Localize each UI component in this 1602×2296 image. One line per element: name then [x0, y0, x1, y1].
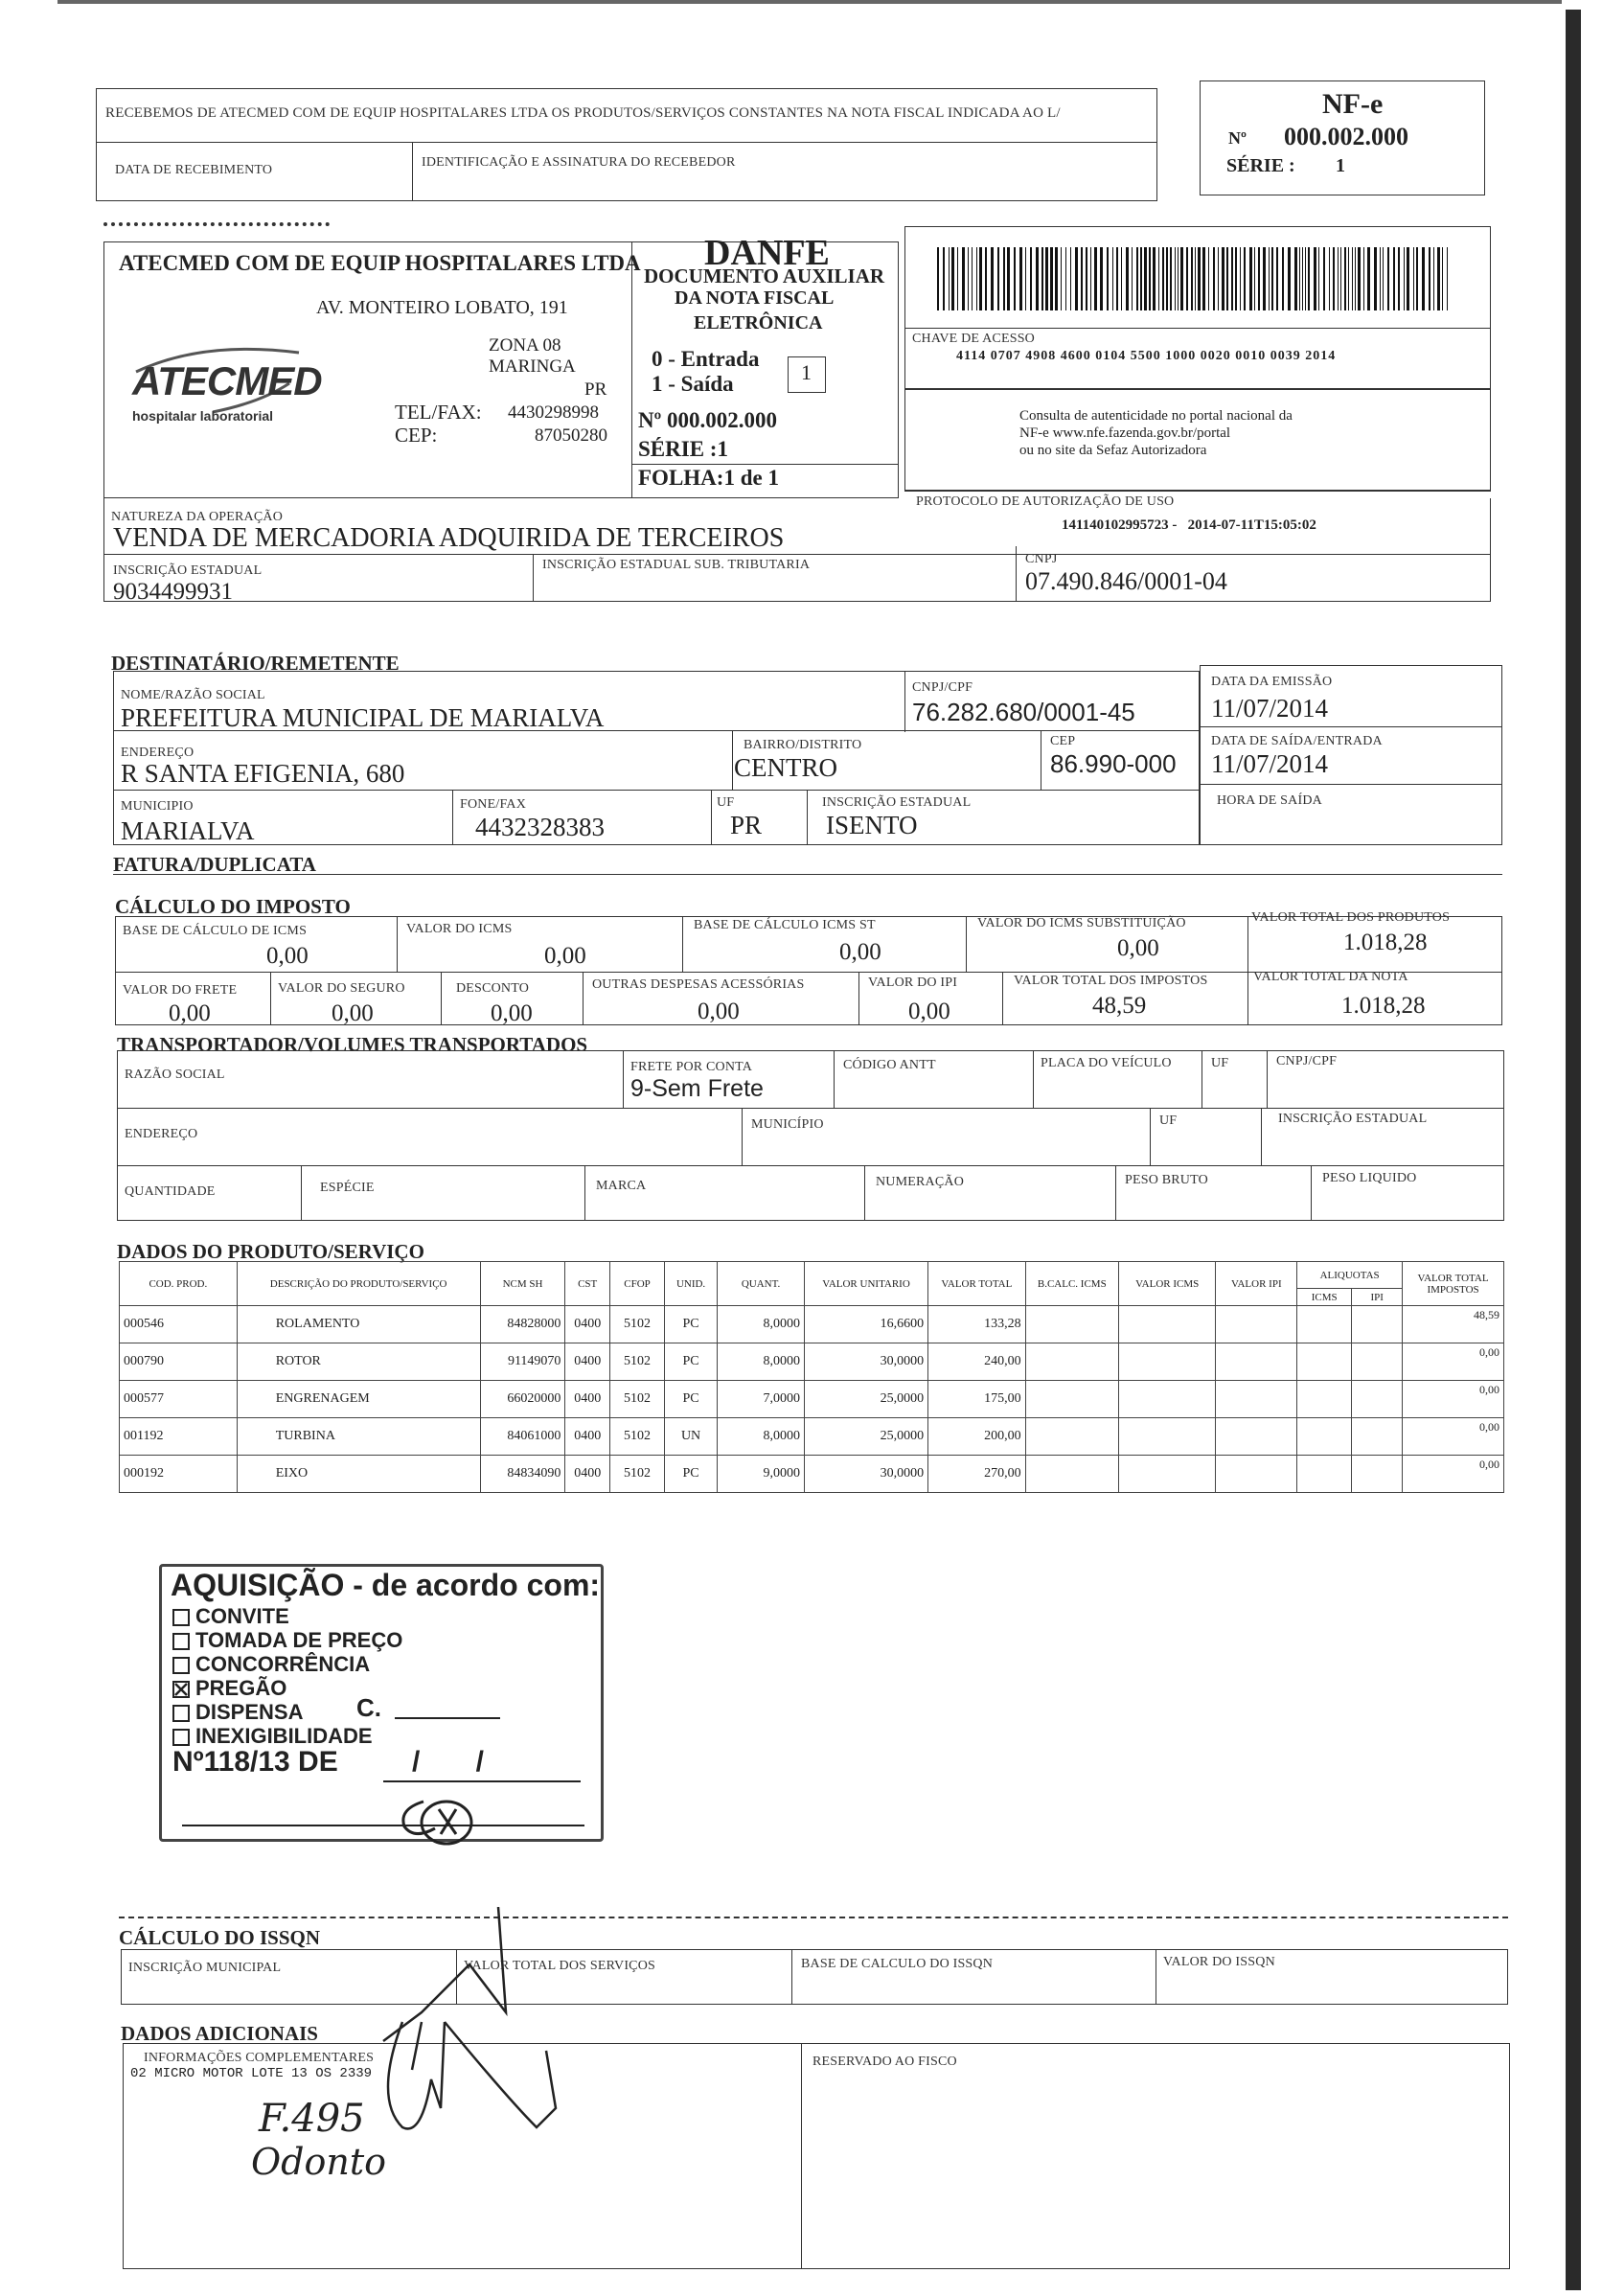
net-weight-label: PESO LIQUIDO	[1322, 1171, 1417, 1185]
cnpj-label: CNPJ	[1025, 552, 1058, 566]
cell-vtrib: 0,00	[1403, 1456, 1504, 1493]
cell-desc: ROLAMENTO	[237, 1306, 480, 1343]
recipient-address-label: ENDEREÇO	[121, 746, 195, 760]
icms-label: VALOR DO ICMS	[406, 922, 513, 936]
base-icms-value: 0,00	[266, 943, 309, 969]
tax-section-title: CÁLCULO DO IMPOSTO	[115, 895, 351, 918]
col-aliq-icms: ICMS	[1297, 1289, 1352, 1306]
cell-unid: PC	[665, 1343, 718, 1381]
cell-vtrib: 48,59	[1403, 1306, 1504, 1343]
col-quant: QUANT.	[718, 1262, 805, 1306]
cell-vipi	[1216, 1456, 1297, 1493]
cell-aicms	[1297, 1456, 1352, 1493]
cell-vicms	[1118, 1456, 1216, 1493]
checkbox-icon	[172, 1657, 190, 1674]
exit-hour-label: HORA DE SAÍDA	[1217, 793, 1322, 808]
cell-unid: UN	[665, 1418, 718, 1456]
stamp-number: Nº118/13 DE	[172, 1746, 338, 1778]
recipient-district-label: BAIRRO/DISTRITO	[744, 738, 862, 752]
table-row	[120, 1306, 1504, 1343]
cell-unid: PC	[665, 1306, 718, 1343]
barcode-icon	[937, 247, 1454, 310]
checkbox-icon	[172, 1609, 190, 1626]
municipal-reg-label: INSCRIÇÃO MUNICIPAL	[128, 1961, 282, 1975]
stamp-option-label: DISPENSA	[195, 1700, 304, 1724]
numbering-label: NUMERAÇÃO	[876, 1175, 965, 1189]
cell-aipi	[1352, 1381, 1403, 1418]
recipient-address: R SANTA EFIGENIA, 680	[121, 759, 405, 788]
col-aliq: ALIQUOTAS	[1297, 1262, 1403, 1289]
issuer-zone: ZONA 08	[489, 335, 561, 356]
checkbox-icon	[172, 1705, 190, 1722]
cell-vunit: 25,0000	[805, 1381, 928, 1418]
cell-cst: 0400	[565, 1418, 610, 1456]
cell-ncm: 84828000	[480, 1306, 565, 1343]
danfe-entrada: 0 - Entrada	[652, 347, 760, 371]
cell-vtotal: 200,00	[928, 1418, 1026, 1456]
recipient-ie-label: INSCRIÇÃO ESTADUAL	[822, 795, 972, 810]
freight-label: VALOR DO FRETE	[123, 983, 238, 998]
stamp-option-label: INEXIGIBILIDADE	[195, 1724, 373, 1748]
col-desc: DESCRIÇÃO DO PRODUTO/SERVIÇO	[237, 1262, 480, 1306]
cell-aicms	[1297, 1381, 1352, 1418]
cell-vtrib: 0,00	[1403, 1418, 1504, 1456]
cell-bcalc	[1025, 1418, 1118, 1456]
carrier-address-label: ENDEREÇO	[125, 1127, 198, 1141]
products-table	[119, 1261, 1504, 1493]
cell-ncm: 91149070	[480, 1343, 565, 1381]
receipt-statement: RECEBEMOS DE ATECMED COM DE EQUIP HOSPITALARES LTDA OS PRODUTOS/SERVIÇOS CONSTANTES NA NOTA FISCAL INDICADA AO L/	[105, 105, 1061, 121]
consult-line2: NF-e www.nfe.fazenda.gov.br/portal	[1019, 425, 1231, 441]
cell-vipi	[1216, 1343, 1297, 1381]
recipient-name: PREFEITURA MUNICIPAL DE MARIALVA	[121, 703, 605, 732]
cell-cod: 000546	[120, 1306, 238, 1343]
stamp-option	[172, 1628, 402, 1652]
cell-vicms	[1118, 1306, 1216, 1343]
discount-label: DESCONTO	[456, 981, 530, 996]
issuer-cep-label: CEP:	[395, 424, 438, 447]
exit-label: DATA DE SAÍDA/ENTRADA	[1211, 734, 1383, 748]
cell-aipi	[1352, 1306, 1403, 1343]
danfe-line2: DA NOTA FISCAL	[675, 287, 835, 309]
gross-weight-label: PESO BRUTO	[1125, 1173, 1208, 1187]
cell-ncm: 66020000	[480, 1381, 565, 1418]
signature-scribble-icon	[364, 1907, 575, 2147]
cell-quant: 8,0000	[718, 1418, 805, 1456]
carrier-ie-label: INSCRIÇÃO ESTADUAL	[1278, 1112, 1428, 1126]
carrier-freight-label: FRETE POR CONTA	[630, 1060, 753, 1074]
plate-label: PLACA DO VEÍCULO	[1041, 1056, 1172, 1070]
cell-vicms	[1118, 1418, 1216, 1456]
recipient-uf: PR	[730, 811, 763, 839]
ipi-value: 0,00	[908, 999, 950, 1024]
handwritten-ref: F.495	[259, 2097, 365, 2141]
stamp-dispensa-suffix: C.	[356, 1693, 381, 1722]
stamp-option-label: TOMADA DE PREÇO	[195, 1628, 403, 1652]
cell-aipi	[1352, 1343, 1403, 1381]
cell-aipi	[1352, 1456, 1403, 1493]
cell-cfop: 5102	[609, 1306, 664, 1343]
recipient-district: CENTRO	[734, 753, 837, 782]
carrier-city-label: MUNICÍPIO	[751, 1117, 824, 1132]
stamp-checklist	[172, 1604, 402, 1748]
cell-bcalc	[1025, 1306, 1118, 1343]
col-ncm: NCM SH	[480, 1262, 565, 1306]
transport-section-title: TRANSPORTADOR/VOLUMES TRANSPORTADOS	[117, 1033, 588, 1056]
nature-value: VENDA DE MERCADORIA ADQUIRIDA DE TERCEIROS	[113, 523, 785, 553]
cell-bcalc	[1025, 1456, 1118, 1493]
nfe-series: 1	[1336, 155, 1345, 176]
freight-value: 0,00	[169, 1000, 211, 1026]
col-cfop: CFOP	[609, 1262, 664, 1306]
ie-value: 9034499931	[113, 579, 233, 605]
issqn-section-title: CÁLCULO DO ISSQN	[119, 1926, 321, 1949]
cell-vunit: 16,6600	[805, 1306, 928, 1343]
scan-edge-top	[57, 0, 1562, 4]
exit-date: 11/07/2014	[1211, 749, 1329, 778]
checked-box-icon	[172, 1681, 190, 1698]
stamp-slashes: / /	[412, 1746, 485, 1778]
ie-st-label: INSCRIÇÃO ESTADUAL SUB. TRIBUTARIA	[542, 558, 811, 572]
cell-cod: 000192	[120, 1456, 238, 1493]
cell-vunit: 25,0000	[805, 1418, 928, 1456]
cell-cfop: 5102	[609, 1418, 664, 1456]
stamp-dispensa-line	[395, 1717, 500, 1719]
cell-vipi	[1216, 1418, 1297, 1456]
emission-date: 11/07/2014	[1211, 694, 1329, 723]
logo-subtitle: hospitalar laboratorial	[132, 408, 274, 424]
receipt-date-label: DATA DE RECEBIMENTO	[115, 163, 273, 177]
cell-cst: 0400	[565, 1381, 610, 1418]
nfe-series-label: SÉRIE :	[1226, 155, 1295, 176]
access-key: 4114 0707 4908 4600 0104 5500 1000 0020 0010 0039 2014	[956, 349, 1337, 363]
carrier-cnpj-label: CNPJ/CPF	[1276, 1054, 1338, 1068]
consult-line3: ou no site da Sefaz Autorizadora	[1019, 443, 1207, 458]
issuer-logo	[126, 345, 322, 424]
complementary-info-label: INFORMAÇÕES COMPLEMENTARES	[144, 2051, 375, 2065]
reserved-label: RESERVADO AO FISCO	[812, 2055, 957, 2069]
complementary-info: 02 MICRO MOTOR LOTE 13 OS 2339	[130, 2066, 373, 2081]
receipt-signature-label: IDENTIFICAÇÃO E ASSINATURA DO RECEBEDOR	[422, 155, 736, 170]
other-label: OUTRAS DESPESAS ACESSÓRIAS	[592, 977, 805, 992]
issuer-tel-label: TEL/FAX:	[395, 401, 482, 424]
consult-line1: Consulta de autenticidade no portal nacional da	[1019, 408, 1293, 424]
cell-ncm: 84834090	[480, 1456, 565, 1493]
cell-vtrib: 0,00	[1403, 1381, 1504, 1418]
recipient-section-title: DESTINATÁRIO/REMETENTE	[111, 652, 400, 675]
carrier-freight-value: 9-Sem Frete	[630, 1075, 764, 1102]
other-value: 0,00	[698, 999, 740, 1024]
insurance-value: 0,00	[332, 1000, 374, 1026]
icms-value: 0,00	[544, 943, 586, 969]
stamp-option	[172, 1652, 402, 1676]
cell-quant: 7,0000	[718, 1381, 805, 1418]
additional-section-title: DADOS ADICIONAIS	[121, 2022, 318, 2045]
checkbox-icon	[172, 1633, 190, 1650]
stamp-option-label: CONVITE	[195, 1604, 289, 1628]
scan-edge-right	[1566, 10, 1581, 2290]
stamp-option-label: PREGÃO	[195, 1676, 287, 1700]
ipi-label: VALOR DO IPI	[868, 976, 958, 990]
col-cod: COD. PROD.	[120, 1262, 238, 1306]
recipient-uf-label: UF	[717, 795, 735, 810]
brand-label: MARCA	[596, 1179, 647, 1193]
cell-unid: PC	[665, 1456, 718, 1493]
danfe-line1: DOCUMENTO AUXILIAR	[644, 264, 885, 287]
discount-value: 0,00	[491, 1000, 533, 1026]
total-products-value: 1.018,28	[1343, 930, 1428, 955]
total-taxes-value: 48,59	[1092, 993, 1147, 1019]
services-total-label: VALOR TOTAL DOS SERVIÇOS	[464, 1959, 656, 1973]
col-bcalc: B.CALC. ICMS	[1025, 1262, 1118, 1306]
base-st-label: BASE DE CÁLCULO ICMS ST	[694, 918, 876, 932]
issuer-cep: 87050280	[535, 425, 607, 446]
issqn-value-label: VALOR DO ISSQN	[1163, 1955, 1275, 1969]
recipient-city: MARIALVA	[121, 816, 255, 845]
cell-vtotal: 175,00	[928, 1381, 1026, 1418]
cell-bcalc	[1025, 1343, 1118, 1381]
ie-label: INSCRIÇÃO ESTADUAL	[113, 563, 263, 578]
table-row	[120, 1456, 1504, 1493]
cell-aicms	[1297, 1306, 1352, 1343]
cell-vicms	[1118, 1381, 1216, 1418]
stamp-option	[172, 1724, 402, 1748]
recipient-cnpj: 76.282.680/0001-45	[912, 698, 1135, 726]
cell-cod: 000577	[120, 1381, 238, 1418]
cell-ncm: 84061000	[480, 1418, 565, 1456]
col-unid: UNID.	[665, 1262, 718, 1306]
cell-desc: TURBINA	[237, 1418, 480, 1456]
cell-vunit: 30,0000	[805, 1343, 928, 1381]
col-vipi: VALOR IPI	[1216, 1262, 1297, 1306]
protocol-value: 141140102995723 - 2014-07-11T15:05:02	[1062, 517, 1316, 533]
cell-aicms	[1297, 1418, 1352, 1456]
stamp-option	[172, 1604, 402, 1628]
recipient-cep: 86.990-000	[1050, 749, 1177, 778]
stamp-option-label: CONCORRÊNCIA	[195, 1652, 371, 1676]
cell-vtrib: 0,00	[1403, 1343, 1504, 1381]
cell-cst: 0400	[565, 1456, 610, 1493]
emission-label: DATA DA EMISSÃO	[1211, 675, 1333, 689]
cell-vipi	[1216, 1306, 1297, 1343]
base-icms-label: BASE DE CÁLCULO DE ICMS	[123, 924, 308, 938]
cell-cod: 001192	[120, 1418, 238, 1456]
total-note-label: VALOR TOTAL DA NOTA	[1253, 970, 1408, 984]
cnpj-value: 07.490.846/0001-04	[1025, 567, 1227, 595]
recipient-phone: 4432328383	[475, 813, 605, 841]
cell-vtotal: 240,00	[928, 1343, 1026, 1381]
products-section-title: DADOS DO PRODUTO/SERVIÇO	[117, 1240, 424, 1263]
protocol-label: PROTOCOLO DE AUTORIZAÇÃO DE USO	[916, 494, 1175, 509]
issuer-city: MARINGA	[489, 356, 576, 377]
cell-desc: ROTOR	[237, 1343, 480, 1381]
recipient-city-label: MUNICIPIO	[121, 799, 194, 814]
cell-cfop: 5102	[609, 1343, 664, 1381]
icms-st-value: 0,00	[1117, 935, 1159, 961]
table-row	[120, 1418, 1504, 1456]
issqn-base-label: BASE DE CALCULO DO ISSQN	[801, 1957, 994, 1971]
table-row	[120, 1343, 1504, 1381]
cell-aicms	[1297, 1343, 1352, 1381]
logo-text: ATECMED	[132, 358, 322, 403]
nfe-number-label: Nº	[1228, 128, 1247, 148]
cell-quant: 8,0000	[718, 1343, 805, 1381]
carrier-uf-label: UF	[1211, 1056, 1229, 1070]
cell-unid: PC	[665, 1381, 718, 1418]
cell-quant: 8,0000	[718, 1306, 805, 1343]
checkbox-icon	[172, 1729, 190, 1746]
invoice-section-title: FATURA/DUPLICATA	[113, 853, 316, 876]
total-products-label: VALOR TOTAL DOS PRODUTOS	[1251, 910, 1451, 925]
carrier-label: RAZÃO SOCIAL	[125, 1068, 225, 1082]
insurance-label: VALOR DO SEGURO	[278, 981, 405, 996]
danfe-saida: 1 - Saída	[652, 372, 734, 396]
cell-bcalc	[1025, 1381, 1118, 1418]
table-row	[120, 1381, 1504, 1418]
cell-desc: ENGRENAGEM	[237, 1381, 480, 1418]
icms-st-label: VALOR DO ICMS SUBSTITUIÇÃO	[977, 916, 1186, 930]
cut-line	[103, 222, 330, 226]
cell-cod: 000790	[120, 1343, 238, 1381]
issuer-tel: 4430298998	[508, 402, 599, 423]
cell-cst: 0400	[565, 1343, 610, 1381]
danfe-title: DANFE	[704, 233, 830, 273]
species-label: ESPÉCIE	[320, 1181, 375, 1195]
cell-vipi	[1216, 1381, 1297, 1418]
base-st-value: 0,00	[839, 939, 881, 965]
total-taxes-label: VALOR TOTAL DOS IMPOSTOS	[1014, 974, 1208, 988]
cell-cfop: 5102	[609, 1456, 664, 1493]
col-cst: CST	[565, 1262, 610, 1306]
recipient-cnpj-label: CNPJ/CPF	[912, 680, 973, 695]
danfe-type-value: 1	[801, 360, 812, 384]
cell-vunit: 30,0000	[805, 1456, 928, 1493]
carrier-uf2-label: UF	[1159, 1114, 1178, 1128]
access-key-label: CHAVE DE ACESSO	[912, 332, 1035, 346]
col-vtotal: VALOR TOTAL	[928, 1262, 1026, 1306]
col-vicms: VALOR ICMS	[1118, 1262, 1216, 1306]
handwritten-odonto: Odonto	[251, 2141, 386, 2183]
issuer-name: ATECMED COM DE EQUIP HOSPITALARES LTDA	[119, 251, 641, 275]
cell-vtotal: 133,28	[928, 1306, 1026, 1343]
recipient-name-label: NOME/RAZÃO SOCIAL	[121, 688, 265, 702]
col-vtrib: VALOR TOTAL IMPOSTOS	[1403, 1262, 1504, 1306]
recipient-cep-label: CEP	[1050, 734, 1076, 748]
issuer-address: AV. MONTEIRO LOBATO, 191	[316, 297, 568, 318]
cell-desc: EIXO	[237, 1456, 480, 1493]
quantity-label: QUANTIDADE	[125, 1184, 216, 1199]
danfe-series: SÉRIE :1	[638, 437, 728, 461]
cell-vicms	[1118, 1343, 1216, 1381]
nature-label: NATUREZA DA OPERAÇÃO	[111, 510, 284, 524]
col-vunit: VALOR UNITARIO	[805, 1262, 928, 1306]
cell-cfop: 5102	[609, 1381, 664, 1418]
cell-aipi	[1352, 1418, 1403, 1456]
total-note-value: 1.018,28	[1341, 993, 1426, 1019]
cell-cst: 0400	[565, 1306, 610, 1343]
stamp-signature-icon	[387, 1790, 492, 1848]
cell-quant: 9,0000	[718, 1456, 805, 1493]
stamp-title: AQUISIÇÃO - de acordo com:	[171, 1568, 601, 1602]
danfe-number: Nº 000.002.000	[638, 408, 777, 432]
nfe-title: NF-e	[1322, 88, 1384, 120]
danfe-line3: ELETRÔNICA	[694, 312, 823, 333]
danfe-page: FOLHA:1 de 1	[638, 466, 779, 490]
antt-label: CÓDIGO ANTT	[843, 1058, 936, 1072]
cell-vtotal: 270,00	[928, 1456, 1026, 1493]
stamp-signature-line	[182, 1825, 584, 1826]
recipient-ie: ISENTO	[826, 811, 918, 839]
issuer-state: PR	[584, 379, 607, 400]
nfe-number: 000.002.000	[1284, 123, 1408, 150]
col-aliq-ipi: IPI	[1352, 1289, 1403, 1306]
recipient-phone-label: FONE/FAX	[460, 797, 527, 812]
